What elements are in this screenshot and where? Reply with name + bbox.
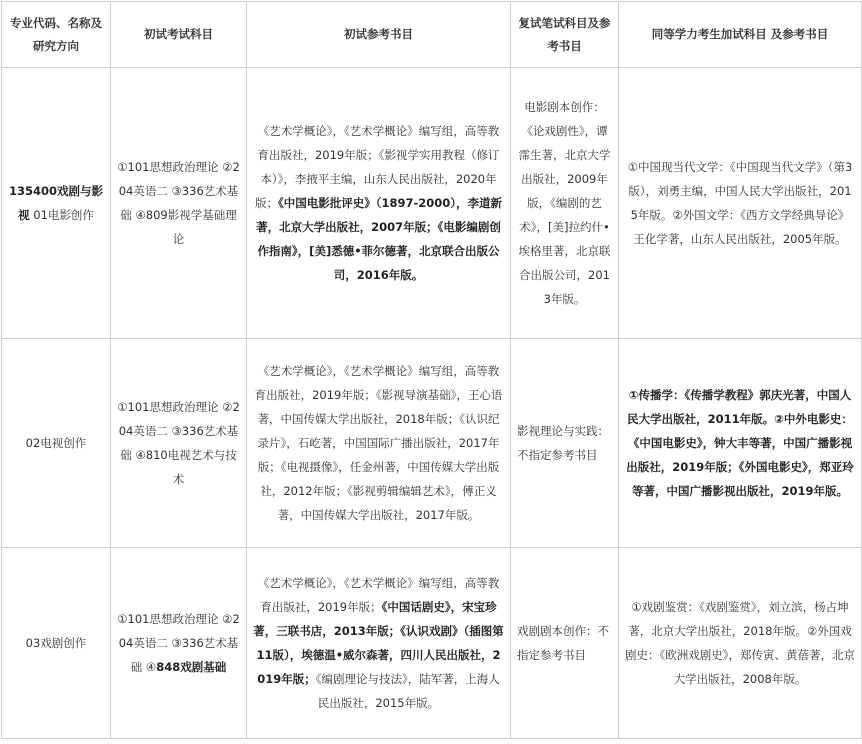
retest-cell — [511, 548, 619, 739]
table-row — [2, 339, 862, 548]
program-direction: 01电影创作 — [29, 208, 94, 222]
program-direction: 02电视创作 — [25, 436, 87, 450]
books-text-bold: 《中国电影批评史》（1897-2000），李道新著，北京大学出版社，2007年版；《电影编剧创作指南》，[美]悉德•菲尔德著，北京联合出版公司，2016年版。 — [256, 196, 503, 282]
subjects-cell — [111, 548, 247, 739]
header-code: 专业代码、名称及研究方向 — [2, 2, 111, 68]
books-text: 《艺术学概论》，《艺术学概论》编写组，高等教育出版社，2019年版；《影视学实用教程（修订本）》，李掖平主编，山东人民出版社，2020年版； — [254, 124, 500, 210]
additional-cell — [619, 548, 862, 739]
additional-text: ①戏剧鉴赏：《戏剧鉴赏》，刘立滨，杨占坤著，北京大学出版社，2018年版。②外国戏剧史：《欧洲戏剧史》，郑传寅、黄蓓著，北京大学出版社，2008年版。 — [625, 600, 855, 686]
additional-text-bold: ①传播学：《传播学教程》郭庆光著，中国人民大学出版社，2011年版。②中外电影史：《中国电影史》，钟大丰等著，中国广播影视出版社，2019年版；《外国电影史》，郑亚玲等著，中国广播影视出版社，2019年版。 — [626, 388, 854, 498]
retest-cell — [511, 339, 619, 548]
table-row — [2, 68, 862, 339]
subjects-text: ①101思想政治理论 ②204英语二 ③336艺术基础 ④810电视艺术与技术 — [117, 400, 240, 486]
retest-text: 电影剧本创作：《论戏剧性》，谭霈生著，北京大学出版社，2009年版，《编剧的艺术》，[美]拉约什•埃格里著，北京联合出版公司，2013年版。 — [518, 100, 611, 306]
books-cell — [247, 339, 511, 548]
books-cell — [247, 548, 511, 739]
header-additional: 同等学力考生加试科目 及参考书目 — [619, 2, 862, 68]
books-text-2: 《编剧理论与技法》，陆军著，上海人民出版社，2015年版。 — [315, 672, 500, 710]
subjects-cell — [111, 339, 247, 548]
books-text: 《艺术学概论》，《艺术学概论》编写组，高等教育出版社，2019年版； — [257, 576, 500, 614]
retest-cell — [511, 68, 619, 339]
program-direction: 03戏剧创作 — [25, 636, 87, 650]
additional-cell — [619, 68, 862, 339]
exam-table — [1, 1, 862, 739]
subjects-text-bold: 848戏剧基础 — [156, 660, 227, 674]
program-code-cell — [2, 548, 111, 739]
additional-text: ①中国现当代文学：《中国现当代文学》（第3版），刘勇主编，中国人民大学出版社，2015年版。②外国文学：《西方文学经典导论》王化学著，山东人民出版社，2005年版。 — [627, 160, 853, 246]
subjects-text: ①101思想政治理论 ②204英语二 ③336艺术基础 ④ — [117, 612, 240, 674]
header-subjects: 初试考试科目 — [111, 2, 247, 68]
program-code-cell — [2, 339, 111, 548]
header-retest: 复试笔试科目及参考书目 — [511, 2, 619, 68]
additional-cell — [619, 339, 862, 548]
program-code-cell — [2, 68, 111, 339]
header-books: 初试参考书目 — [247, 2, 511, 68]
subjects-cell — [111, 68, 247, 339]
program-name: 135400戏剧与影视 — [8, 184, 103, 222]
table-row — [2, 548, 862, 739]
retest-text: 戏剧剧本创作：不指定参考书目 — [517, 624, 609, 662]
retest-text: 影视理论与实践：不指定参考书目 — [517, 424, 609, 462]
books-cell — [247, 68, 511, 339]
header-row — [2, 2, 862, 68]
books-text: 《艺术学概论》，《艺术学概论》编写组，高等教育出版社，2019年版；《影视导演基础》，王心语著，中国传媒大学出版社，2018年版；《认识纪录片》，石屹著，中国国际广播出版社，2017年版；《电视摄像》，任金州著，中国传媒大学出版社，2012年版；《影视剪辑编辑艺术》，傅正义著，中国传媒大学出版社，2017年版。 — [254, 364, 503, 522]
subjects-text: ①101思想政治理论 ②204英语二 ③336艺术基础 ④809影视学基础理论 — [117, 160, 240, 246]
books-text-bold: 《中国话剧史》，宋宝珍著，三联书店，2013年版；《认识戏剧》（插图第11版），埃德温•威尔森著，四川人民出版社，2019年版； — [253, 600, 504, 686]
